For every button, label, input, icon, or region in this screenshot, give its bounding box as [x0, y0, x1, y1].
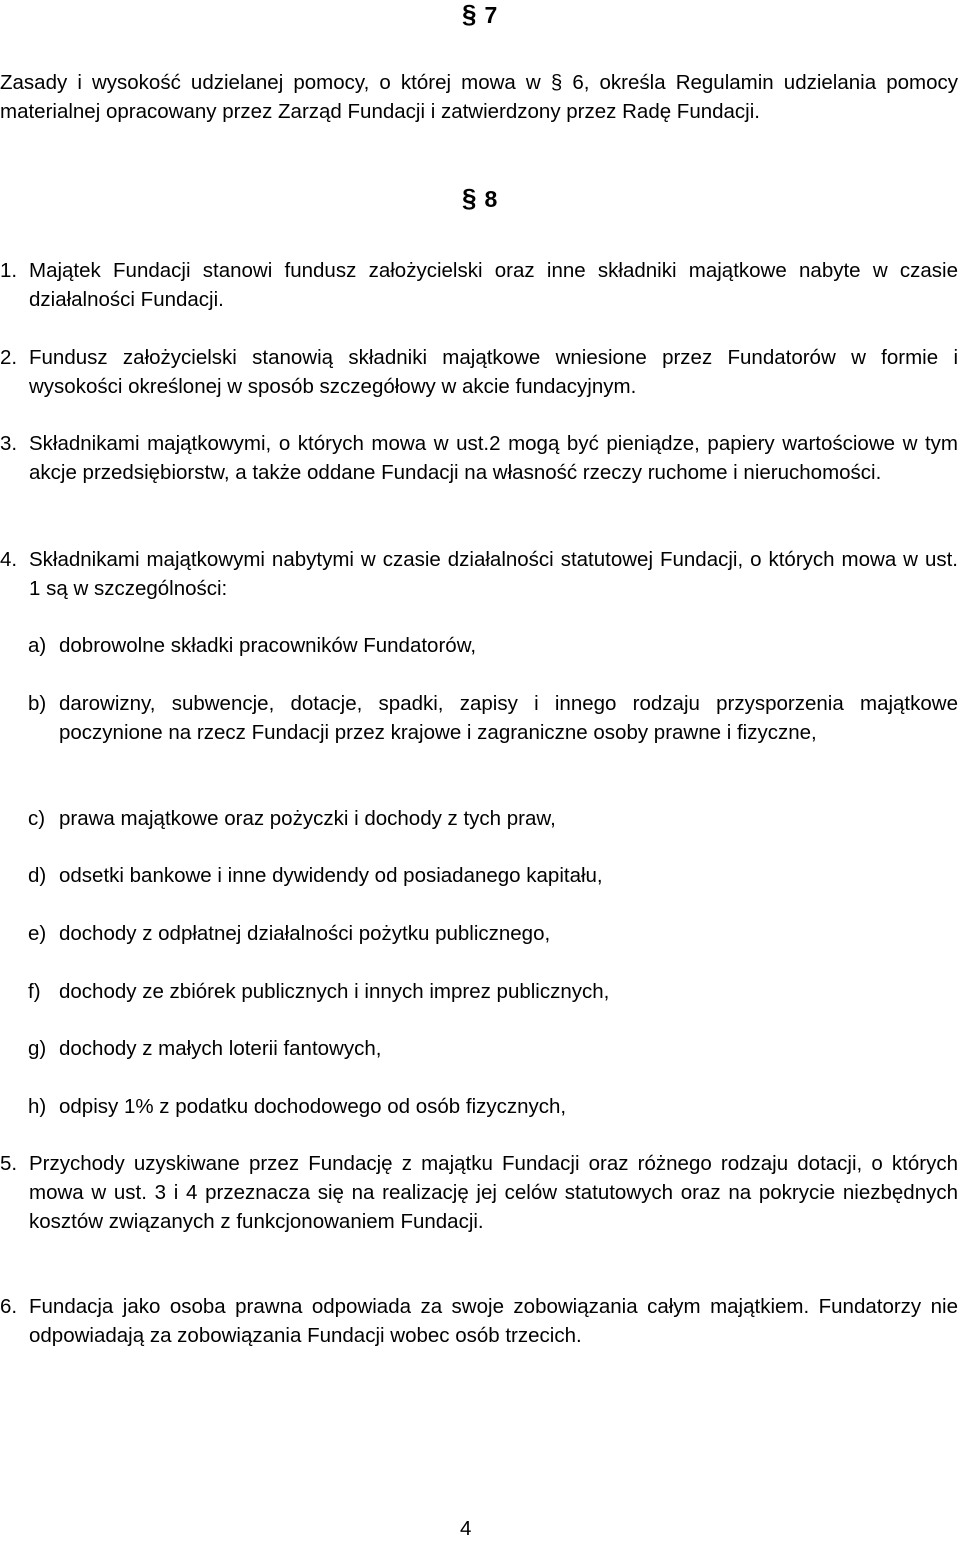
item-text: Majątek Fundacji stanowi fundusz założycielski oraz inne składniki majątkowe nabyte w czasie działalności Fundacji. — [29, 259, 958, 311]
sub-item-text: dochody z małych loterii fantowych, — [59, 1037, 382, 1060]
item-number: 4. — [0, 548, 18, 571]
sub-item-c — [28, 804, 958, 833]
section-heading-8 — [462, 183, 522, 213]
sub-item-e — [28, 919, 958, 948]
item-text: Fundacja jako osoba prawna odpowiada za swoje zobowiązania całym majątkiem. Fundatorzy nie odpowiadają za zobowiązania Fundacji wobec osób trzecich. — [29, 1295, 958, 1347]
sub-item-label: a) — [28, 634, 47, 657]
sub-item-label: g) — [28, 1037, 47, 1060]
section-number: 7 — [484, 2, 498, 28]
list-item-4 — [0, 545, 958, 603]
sub-item-d — [28, 861, 958, 890]
sub-item-label: b) — [28, 692, 47, 715]
sub-item-label: c) — [28, 807, 46, 830]
sub-item-text: odsetki bankowe i inne dywidendy od posiadanego kapitału, — [59, 864, 603, 887]
sub-item-text: dochody z odpłatnej działalności pożytku publicznego, — [59, 922, 551, 945]
section-symbol: § — [462, 183, 477, 213]
list-item-6 — [0, 1292, 958, 1350]
sub-item-label: d) — [28, 864, 47, 887]
page-number: 4 — [460, 1517, 472, 1540]
item-number: 1. — [0, 259, 18, 282]
sub-item-text: darowizny, subwencje, dotacje, spadki, zapisy i innego rodzaju przysporzenia majątkowe poczynione na rzecz Fundacji przez krajowe i zagraniczne osoby prawne i fizyczne, — [59, 692, 958, 744]
section-7-paragraph: Zasady i wysokość udzielanej pomocy, o której mowa w § 6, określa Regulamin udzielania pomocy materialnej opracowany przez Zarząd Fundacji i zatwierdzony przez Radę Fundacji. — [0, 71, 958, 123]
item-number: 3. — [0, 432, 18, 455]
list-item-3 — [0, 429, 958, 487]
sub-item-b — [28, 689, 958, 747]
section-symbol: § — [462, 0, 477, 29]
section-number: 8 — [484, 186, 498, 212]
item-text: Składnikami majątkowymi, o których mowa w ust.2 mogą być pieniądze, papiery wartościowe w tym akcje przedsiębiorstw, a także oddane Fundacji na własność rzeczy ruchome i nieruchomości. — [29, 432, 958, 484]
sub-item-text: odpisy 1% z podatku dochodowego od osób fizycznych, — [59, 1095, 567, 1118]
section-heading-7 — [462, 2, 522, 27]
sub-item-g — [28, 1034, 958, 1063]
sub-item-text: prawa majątkowe oraz pożyczki i dochody z tych praw, — [59, 807, 556, 830]
sub-item-label: h) — [28, 1095, 47, 1118]
item-number: 6. — [0, 1295, 18, 1318]
item-number: 2. — [0, 346, 18, 369]
sub-item-label: e) — [28, 922, 47, 945]
sub-item-h — [28, 1092, 958, 1121]
sub-item-text: dobrowolne składki pracowników Fundatorów, — [59, 634, 477, 657]
sub-item-a — [28, 631, 958, 660]
item-text: Fundusz założycielski stanowią składniki majątkowe wniesione przez Fundatorów w formie i wysokości określonej w sposób szczegółowy w akcie fundacyjnym. — [29, 346, 958, 398]
item-text: Składnikami majątkowymi nabytymi w czasie działalności statutowej Fundacji, o których mowa w ust. 1 są w szczególności: — [29, 548, 958, 600]
item-number: 5. — [0, 1152, 18, 1175]
sub-item-text: dochody ze zbiórek publicznych i innych imprez publicznych, — [59, 980, 610, 1003]
list-item-5 — [0, 1149, 958, 1236]
sub-item-f — [28, 977, 958, 1006]
sub-item-label: f) — [28, 980, 41, 1003]
list-item-2 — [0, 343, 958, 401]
list-item-1 — [0, 256, 958, 314]
item-text: Przychody uzyskiwane przez Fundację z majątku Fundacji oraz różnego rodzaju dotacji, o których mowa w ust. 3 i 4 przeznacza się na realizację jej celów statutowych oraz na pokrycie niezbędnych kosztów związanych z funkcjonowaniem Fundacji. — [29, 1152, 958, 1233]
